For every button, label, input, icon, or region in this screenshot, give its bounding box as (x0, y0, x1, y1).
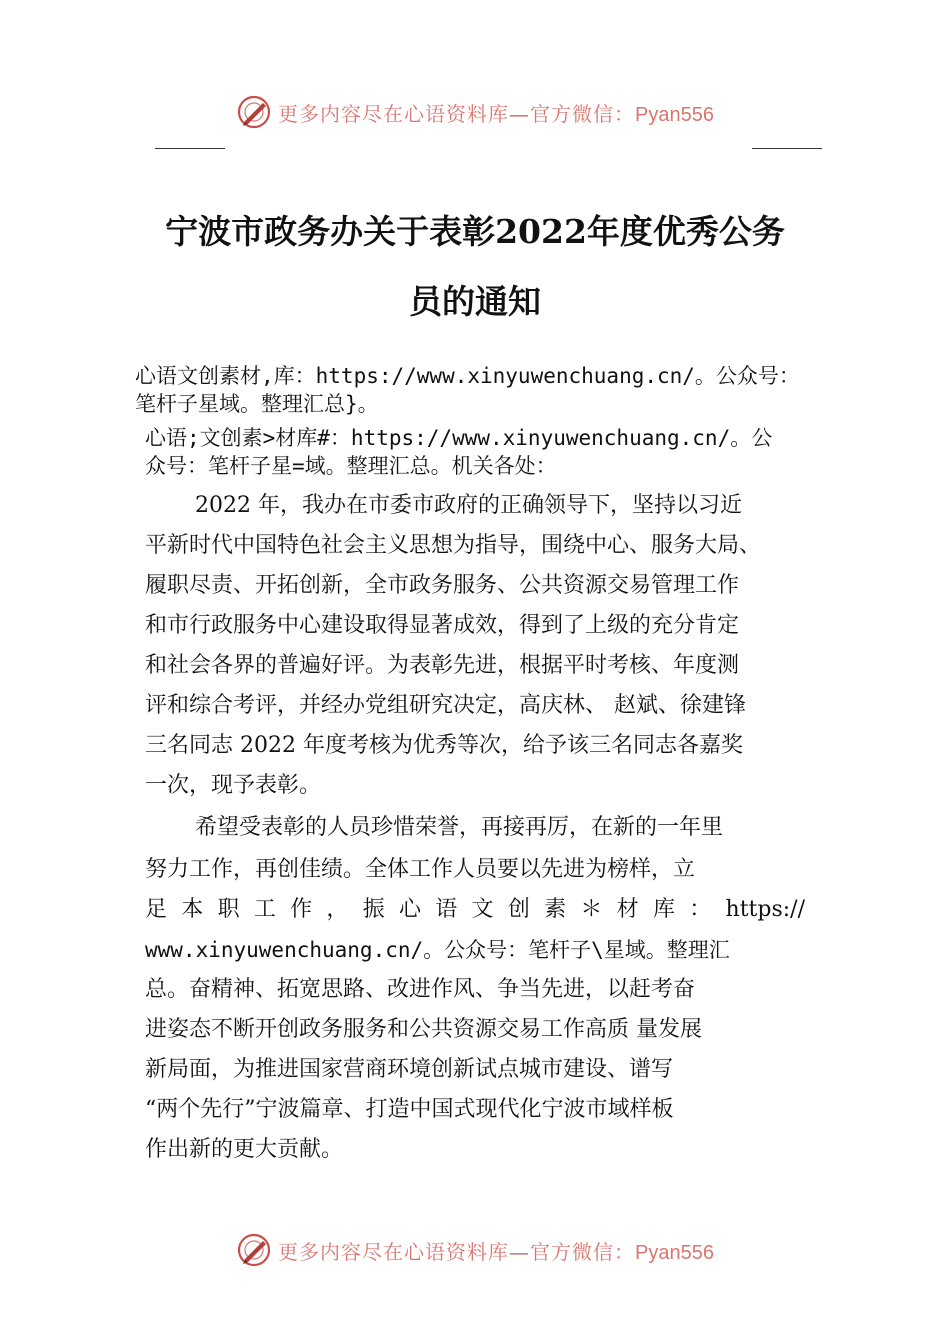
meta-line-2: 笔杆子星域。整理汇总}。 (135, 392, 379, 416)
paragraph-2-line: “两个先行”宁波篇章、打造中国式现代化宁波市域样板 (145, 1097, 674, 1122)
paragraph-2-line: 作出新的更大贡献。 (145, 1137, 344, 1162)
paragraph-1-line: 和市行政服务中心建设取得显著成效，得到了上级的充分肯定 (145, 613, 740, 638)
banner-wechat-label: 官方微信： (530, 101, 636, 126)
paragraph-2-line: 总。奋精神、拓宽思路、改进作风、争当先进，以赶考奋 (145, 977, 696, 1002)
paragraph-2-line: 进姿态不断开创政务服务和公共资源交易工作高质 量发展 (145, 1017, 702, 1042)
paragraph-1-line: 三名同志 2022 年度考核为优秀等次，给予该三名同志各嘉奖 (145, 733, 743, 758)
header-rule-right (752, 148, 822, 149)
paragraph-1-line: 和社会各界的普遍好评。为表彰先进，根据平时考核、年度测 (145, 653, 740, 678)
banner-site-text: 更多内容尽在心语资料库 (278, 101, 510, 126)
header-banner (0, 94, 950, 130)
banner-wechat-label: 官方微信： (530, 1239, 636, 1264)
paragraph-2-line: 足本职工作，振心语文创素＊材库：https:// (145, 897, 805, 922)
paragraph-1-line: 2022 年，我办在市委市政府的正确领导下，坚持以习近 (195, 493, 742, 518)
paragraph-2-line: 希望受表彰的人员珍惜荣誉，再接再厉，在新的一年里 (195, 815, 724, 840)
banner-site-text: 更多内容尽在心语资料库 (278, 1239, 510, 1264)
meta-line-1: 心语文创素材,库：https://www.xinyuwenchuang.cn/。公众号： (135, 364, 800, 388)
paragraph-2-line: www.xinyuwenchuang.cn/。公众号：笔杆子\星域。整理汇 (145, 938, 730, 962)
footer-banner (0, 1232, 950, 1268)
document-title-line-1: 宁波市政务办关于表彰2022年度优秀公务 (165, 212, 785, 251)
banner-text (278, 98, 714, 127)
paragraph-2-line: 新局面，为推进国家营商环境创新试点城市建设、谱写 (145, 1057, 674, 1082)
paragraph-1-line: 一次，现予表彰。 (145, 773, 322, 798)
document-title-line-2: 员的通知 (409, 282, 541, 321)
banner-separator: — (509, 1239, 531, 1264)
banner-wechat-id: Pyan556 (635, 103, 714, 126)
pen-on-circle-logo-icon (236, 94, 272, 130)
meta-line-3: 心语;文创素>材库#：https://www.xinyuwenchuang.cn/。公 (145, 426, 773, 450)
header-rule-left (155, 148, 225, 149)
banner-wechat-id: Pyan556 (635, 1241, 714, 1264)
paragraph-1-line: 评和综合考评，并经办党组研究决定，高庆林、 赵斌、徐建锋 (145, 693, 746, 718)
banner-text (278, 1236, 714, 1265)
banner-separator: — (509, 101, 531, 126)
meta-line-4: 众号：笔杆子星=域。整理汇总。机关各处： (145, 454, 557, 478)
paragraph-2-line: 努力工作，再创佳绩。全体工作人员要以先进为榜样，立 (145, 857, 696, 882)
paragraph-1-line: 平新时代中国特色社会主义思想为指导，围绕中心、服务大局、 (145, 533, 762, 558)
pen-on-circle-logo-icon (236, 1232, 272, 1268)
paragraph-1-line: 履职尽责、开拓创新，全市政务服务、公共资源交易管理工作 (145, 573, 740, 598)
